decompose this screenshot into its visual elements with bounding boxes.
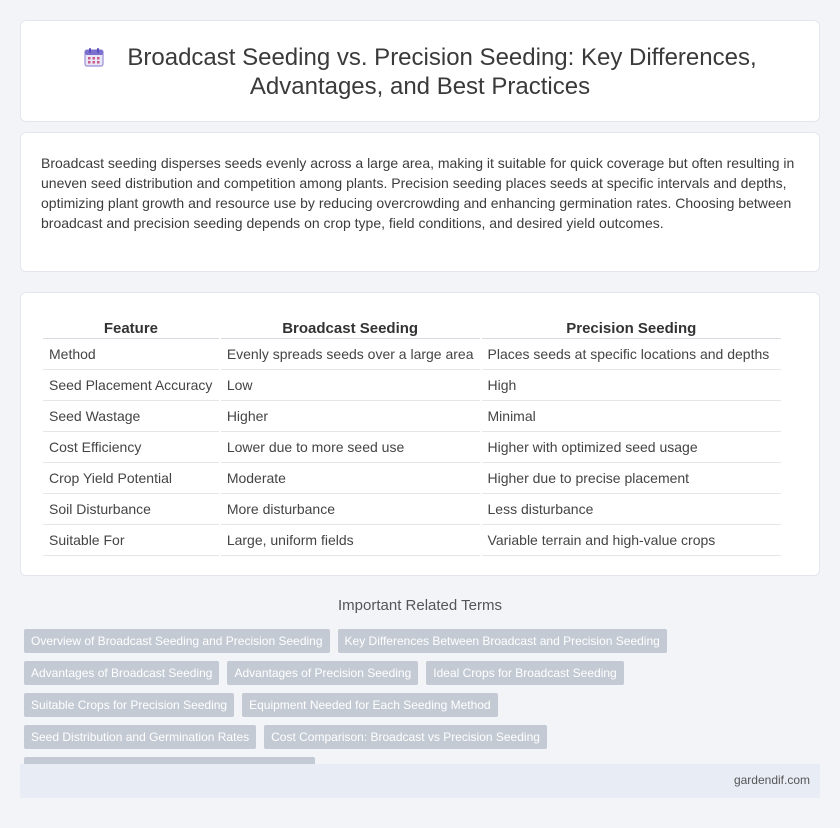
page-title bbox=[21, 43, 819, 101]
precision-cell: Variable terrain and high-value crops bbox=[482, 525, 781, 556]
related-term-tag[interactable]: Cost Comparison: Broadcast vs Precision Seeding bbox=[264, 725, 547, 749]
broadcast-cell: Higher bbox=[221, 401, 480, 432]
calendar-icon bbox=[83, 46, 105, 68]
related-term-tag[interactable]: Overview of Broadcast Seeding and Precision Seeding bbox=[24, 629, 330, 653]
related-term-tag[interactable]: Seed Distribution and Germination Rates bbox=[24, 725, 256, 749]
broadcast-cell: Lower due to more seed use bbox=[221, 432, 480, 463]
feature-cell: Suitable For bbox=[43, 525, 219, 556]
intro-card bbox=[20, 132, 820, 272]
precision-cell: Places seeds at specific locations and depths bbox=[482, 339, 781, 370]
title-line-2: Advantages, and Best Practices bbox=[249, 73, 591, 100]
table-row bbox=[43, 463, 781, 494]
precision-cell: Higher due to precise placement bbox=[482, 463, 781, 494]
table-header-row bbox=[43, 315, 781, 339]
feature-cell: Seed Placement Accuracy bbox=[43, 370, 219, 401]
header-precision: Precision Seeding bbox=[482, 315, 781, 339]
title-line-1: Broadcast Seeding vs. Precision Seeding: Key Differences, bbox=[127, 44, 757, 71]
table-row bbox=[43, 339, 781, 370]
comparison-card bbox=[20, 292, 820, 576]
precision-cell: High bbox=[482, 370, 781, 401]
related-term-tag[interactable]: Equipment Needed for Each Seeding Method bbox=[242, 693, 498, 717]
related-term-tag[interactable]: Key Differences Between Broadcast and Precision Seeding bbox=[338, 629, 667, 653]
related-term-tag[interactable]: Ideal Crops for Broadcast Seeding bbox=[426, 661, 623, 685]
footer-site-link[interactable]: gardendif.com bbox=[733, 773, 810, 787]
feature-cell: Method bbox=[43, 339, 219, 370]
broadcast-cell: More disturbance bbox=[221, 494, 480, 525]
precision-cell: Higher with optimized seed usage bbox=[482, 432, 781, 463]
related-terms-list bbox=[24, 629, 684, 781]
table-row bbox=[43, 525, 781, 556]
related-term-tag[interactable]: Suitable Crops for Precision Seeding bbox=[24, 693, 234, 717]
broadcast-cell: Moderate bbox=[221, 463, 480, 494]
table-row bbox=[43, 432, 781, 463]
header-card bbox=[20, 20, 820, 122]
footer-bar bbox=[20, 764, 820, 798]
feature-cell: Crop Yield Potential bbox=[43, 463, 219, 494]
table-row bbox=[43, 370, 781, 401]
broadcast-cell: Low bbox=[221, 370, 480, 401]
precision-cell: Less disturbance bbox=[482, 494, 781, 525]
related-term-tag[interactable]: Advantages of Broadcast Seeding bbox=[24, 661, 219, 685]
table-row bbox=[43, 494, 781, 525]
feature-cell: Cost Efficiency bbox=[43, 432, 219, 463]
comparison-table bbox=[41, 315, 783, 556]
broadcast-cell: Evenly spreads seeds over a large area bbox=[221, 339, 480, 370]
broadcast-cell: Large, uniform fields bbox=[221, 525, 480, 556]
header-broadcast: Broadcast Seeding bbox=[221, 315, 480, 339]
header-feature: Feature bbox=[43, 315, 219, 339]
intro-text: Broadcast seeding disperses seeds evenly across a large area, making it suitable for quick coverage but often resulting in uneven seed distribution and competition among plants. Precision seeding places seeds at specific intervals and depths, optimizing plant growth and resource use by reducing overcrowding and enhancing germination rates. Choosing between broadcast and precision seeding depends on crop type, field conditions, and desired yield outcomes. bbox=[41, 155, 795, 231]
feature-cell: Soil Disturbance bbox=[43, 494, 219, 525]
precision-cell: Minimal bbox=[482, 401, 781, 432]
table-row bbox=[43, 401, 781, 432]
related-terms-heading: Important Related Terms bbox=[338, 597, 502, 614]
feature-cell: Seed Wastage bbox=[43, 401, 219, 432]
related-term-tag[interactable]: Advantages of Precision Seeding bbox=[227, 661, 418, 685]
